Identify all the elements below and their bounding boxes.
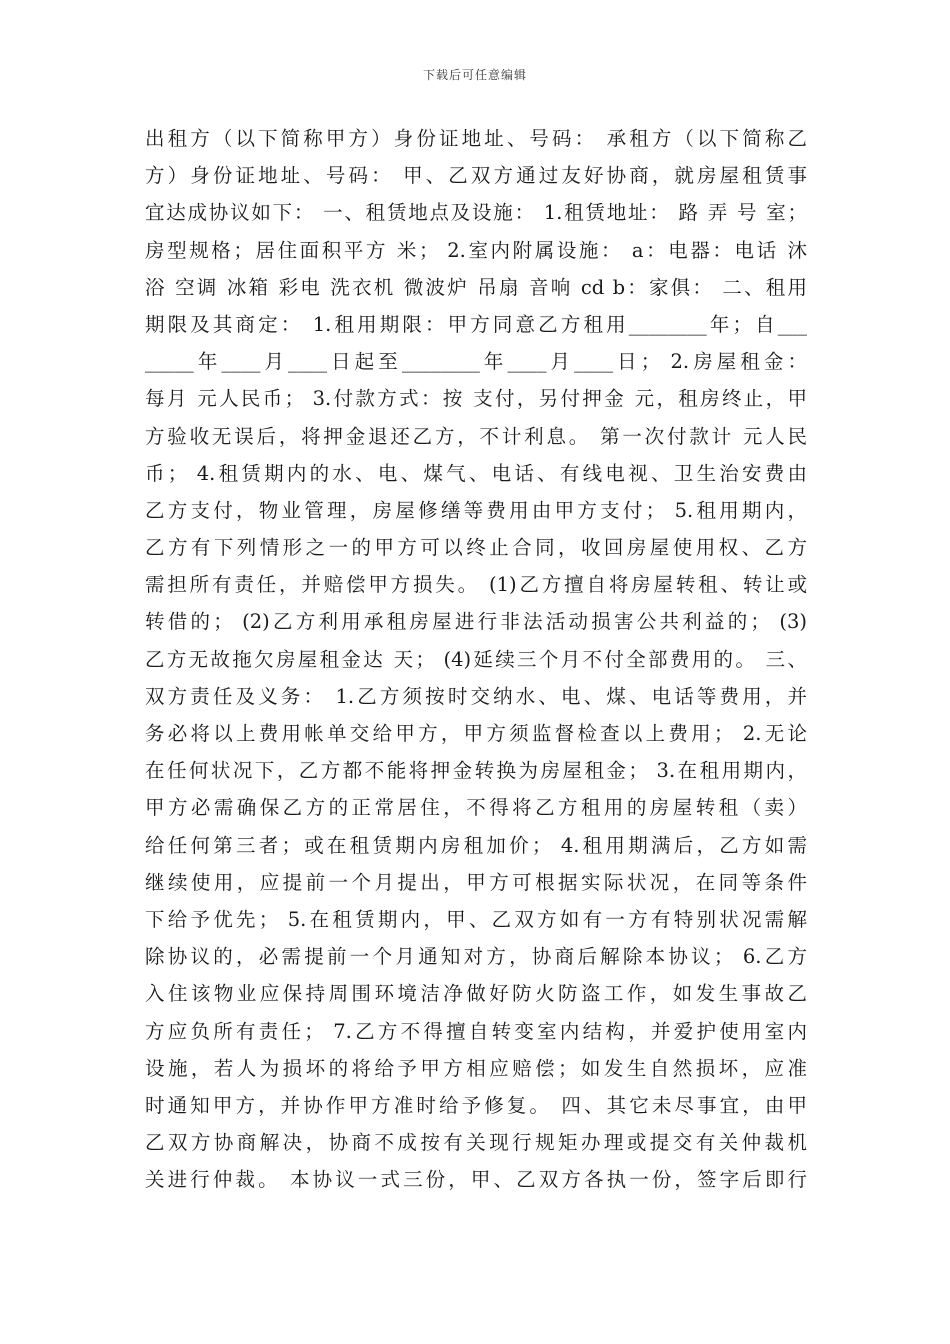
body-line: 入住该物业应保持周围环境洁净做好防火防盗工作，如发生事故乙 [145,982,807,1006]
body-line: 务必将以上费用帐单交给甲方，甲方须监督检查以上费用； 2.无论 [145,722,807,745]
body-line: 期限及其商定： 1.租用期限：甲方同意乙方租用________年；自___ [145,312,807,336]
body-line: 乙双方协商解决，协商不成按有关现行规矩办理或提交有关仲裁机 [145,1131,807,1155]
body-line: 方验收无误后，将押金退还乙方，不计利息。 第一次付款计 元人民 [145,424,807,448]
body-line: 转借的； (2)乙方利用承租房屋进行非法活动损害公共利益的； (3) [145,610,807,634]
body-line: 乙方有下列情形之一的甲方可以终止合同，收回房屋使用权、乙方 [145,536,807,560]
body-line: 乙方支付，物业管理，房屋修缮等费用由甲方支付； 5.租用期内， [145,498,807,522]
body-line: 甲方必需确保乙方的正常居住，不得将乙方租用的房屋转租（卖） [145,796,807,820]
body-line: 出租方（以下简称甲方）身份证地址、号码： 承租方（以下简称乙 [145,127,807,150]
body-line: _____年____月____日起至________年____月____日； 2.房屋租金： [145,350,807,374]
body-line: 浴 空调 冰箱 彩电 洗衣机 微波炉 吊扇 音响 cd b：家俱： 二、租用 [145,275,807,299]
header-note: 下载后可任意编辑 [422,68,527,82]
body-line: 每月 元人民币； 3.付款方式：按 支付，另付押金 元，租房终止，甲 [145,387,807,411]
body-line: 房型规格；居住面积平方 米； 2.室内附属设施： a：电器：电话 沐 [145,238,807,262]
body-line: 继续使用，应提前一个月提出，甲方可根据实际状况，在同等条件 [145,870,807,894]
body-line: 方）身份证地址、号码： 甲、乙双方通过友好协商，就房屋租赁事 [145,164,807,188]
body-line: 在任何状况下，乙方都不能将押金转换为房屋租金； 3.在租用期内， [145,759,807,783]
body-line: 宜达成协议如下： 一、租赁地点及设施： 1.租赁地址： 路 弄 号 室； [145,201,807,225]
body-line: 设施，若人为损坏的将给予甲方相应赔偿；如发生自然损坏，应准 [145,1056,807,1080]
body-line: 币； 4.租赁期内的水、电、煤气、电话、有线电视、卫生治安费由 [145,461,807,485]
body-line: 乙方无故拖欠房屋租金达 天； (4)延续三个月不付全部费用的。 三、 [145,647,807,671]
body-line: 时通知甲方，并协作甲方准时给予修复。 四、其它未尽事宜，由甲 [145,1093,807,1117]
body-line: 除协议的，必需提前一个月通知对方，协商后解除本协议； 6.乙方 [145,945,807,969]
body-line: 下给予优先； 5.在租赁期内，甲、乙双方如有一方有特别状况需解 [145,907,807,931]
contract-body [145,120,807,1198]
body-line: 关进行仲裁。 本协议一式三份，甲、乙双方各执一份，签字后即行 [145,1168,807,1192]
body-line: 双方责任及义务： 1.乙方须按时交纳水、电、煤、电话等费用，并 [145,684,807,708]
body-line: 给任何第三者；或在租赁期内房租加价； 4.租用期满后，乙方如需 [145,833,807,857]
body-line: 方应负所有责任； 7.乙方不得擅自转变室内结构，并爱护使用室内 [145,1019,807,1043]
body-line: 需担所有责任，并赔偿甲方损失。 (1)乙方擅自将房屋转租、转让或 [145,573,807,597]
